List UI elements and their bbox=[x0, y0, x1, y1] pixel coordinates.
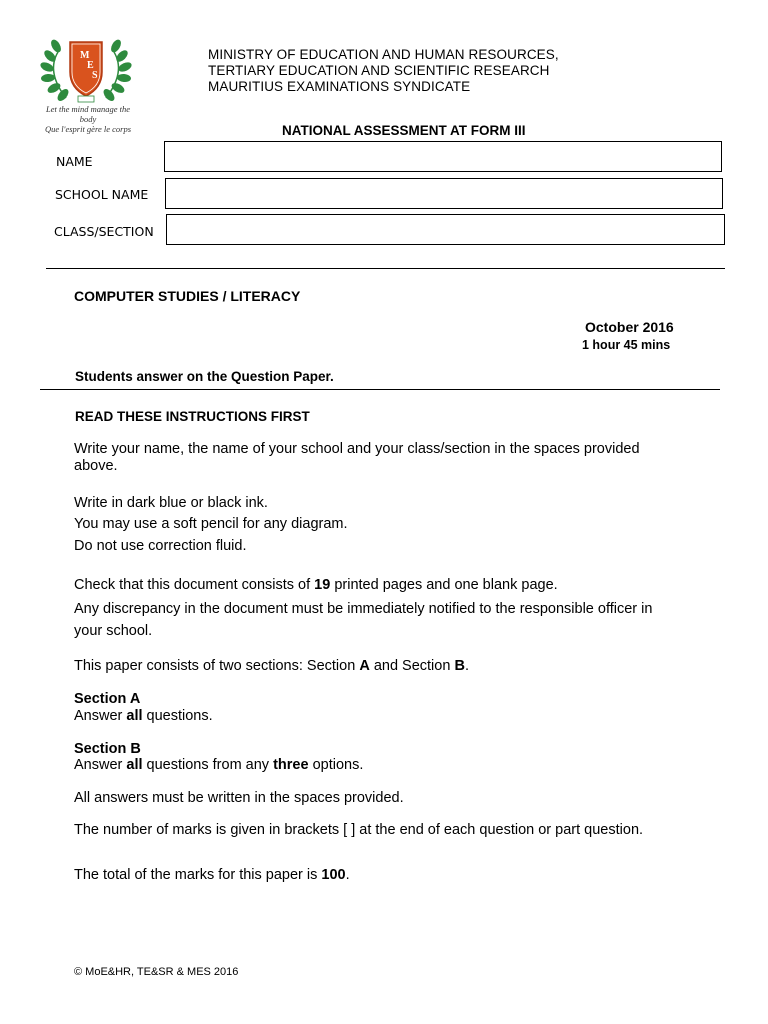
school-name-field[interactable] bbox=[165, 178, 723, 209]
instruction-total bbox=[74, 867, 674, 884]
section-a-title: Section A bbox=[74, 691, 141, 707]
school-name-label: SCHOOL NAME bbox=[55, 187, 149, 202]
divider-bottom bbox=[40, 389, 720, 390]
exam-duration: 1 hour 45 mins bbox=[582, 338, 671, 352]
total-pre: The total of the marks for this paper is bbox=[74, 867, 322, 883]
section-b-letter: B bbox=[454, 658, 465, 674]
section-a-pre: Answer bbox=[74, 708, 127, 724]
instruction-discrepancy: Any discrepancy in the document must be immediately notified to the responsible officer in your school. bbox=[74, 601, 653, 639]
name-field[interactable] bbox=[164, 141, 722, 172]
instructions-heading: READ THESE INSTRUCTIONS FIRST bbox=[75, 409, 310, 424]
ministry-line-1: MINISTRY OF EDUCATION AND HUMAN RESOURCES, bbox=[208, 47, 559, 62]
section-b-post: options. bbox=[308, 757, 364, 773]
total-marks: 100 bbox=[321, 867, 346, 883]
ministry-line-3: MAURITIUS EXAMINATIONS SYNDICATE bbox=[208, 79, 471, 94]
section-b-three: three bbox=[273, 757, 309, 773]
section-a-all: all bbox=[126, 708, 143, 724]
exam-date: October 2016 bbox=[585, 319, 674, 335]
svg-text:S: S bbox=[92, 70, 98, 81]
divider-top bbox=[46, 268, 725, 269]
section-b-title: Section B bbox=[74, 741, 141, 757]
answer-note: Students answer on the Question Paper. bbox=[75, 369, 334, 384]
ministry-header bbox=[208, 47, 559, 95]
logo-motto bbox=[38, 104, 138, 134]
name-label: NAME bbox=[56, 154, 93, 169]
sections-post: . bbox=[464, 658, 469, 674]
assessment-title: NATIONAL ASSESSMENT AT FORM III bbox=[282, 123, 526, 138]
instruction-sections bbox=[74, 658, 674, 675]
section-a-letter: A bbox=[359, 658, 370, 674]
page-count-pre: Check that this document consists of bbox=[74, 577, 315, 593]
class-section-label: CLASS/SECTION bbox=[54, 224, 154, 239]
instruction-fluid: Do not use correction fluid. bbox=[74, 538, 247, 554]
copyright-footer: © MoE&HR, TE&SR & MES 2016 bbox=[74, 966, 239, 978]
class-section-field[interactable] bbox=[166, 214, 725, 245]
page-count-post: printed pages and one blank page. bbox=[330, 577, 558, 593]
instruction-marks: The number of marks is given in brackets [ ] at the end of each question or part question. bbox=[74, 822, 644, 838]
section-b-all: all bbox=[126, 757, 143, 773]
sections-pre: This paper consists of two sections: Section bbox=[74, 658, 360, 674]
svg-text:M: M bbox=[80, 50, 90, 61]
section-b-mid: questions from any bbox=[142, 757, 274, 773]
section-a-post: questions. bbox=[142, 708, 213, 724]
subject-title: COMPUTER STUDIES / LITERACY bbox=[74, 288, 301, 304]
section-a-instruction bbox=[74, 708, 674, 725]
total-post: . bbox=[345, 867, 350, 883]
motto-english: Let the mind manage the body bbox=[45, 104, 131, 124]
motto-french: Que l'esprit gère le corps bbox=[44, 124, 131, 134]
section-b-instruction bbox=[74, 757, 674, 774]
instruction-answer-spaces: All answers must be written in the spaces provided. bbox=[74, 790, 404, 806]
page-count-number: 19 bbox=[314, 577, 331, 593]
section-b-pre: Answer bbox=[74, 757, 127, 773]
instruction-paragraph-1: Write your name, the name of your school and your class/section in the spaces provided above. bbox=[74, 441, 640, 474]
instruction-page-count bbox=[74, 577, 674, 594]
svg-text:E: E bbox=[87, 60, 94, 71]
instruction-pencil: You may use a soft pencil for any diagram. bbox=[74, 516, 348, 532]
instruction-ink: Write in dark blue or black ink. bbox=[74, 495, 268, 511]
sections-mid: and Section bbox=[369, 658, 455, 674]
ministry-line-2: TERTIARY EDUCATION AND SCIENTIFIC RESEARCH bbox=[208, 63, 550, 78]
mes-emblem-icon bbox=[36, 32, 136, 106]
